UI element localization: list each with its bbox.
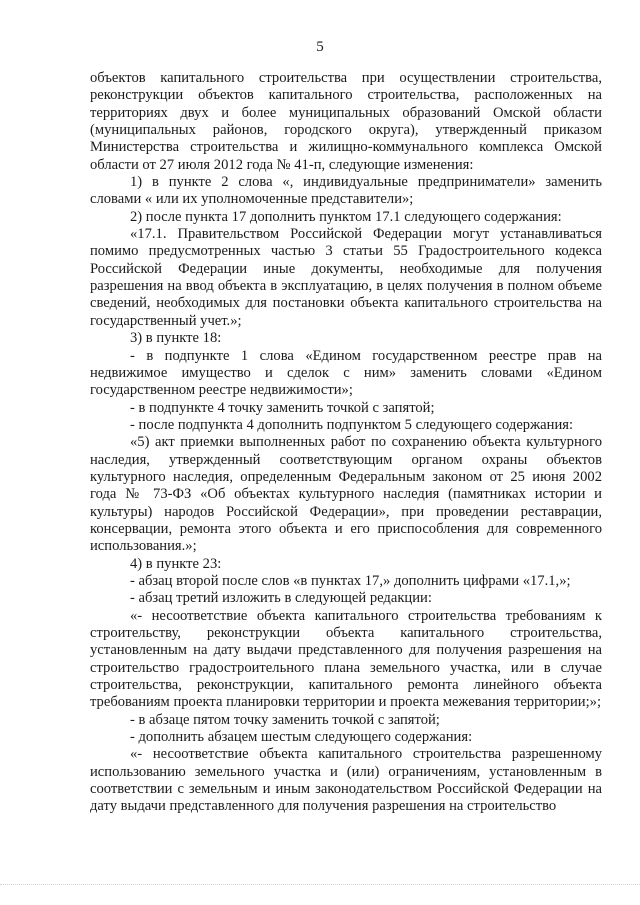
paragraph-15: - дополнить абзацем шестым следующего содержания: (130, 729, 473, 746)
paragraph-12: - абзац третий изложить в следующей редакции: (130, 590, 432, 607)
paragraph-16: «- несоответствие объекта капитального строительства разрешенному использованию земельного участка и (или) ограничениям, установленным в соответствии с земельным и иным законодательством Российской Федерации на дату выдачи представленного для получения разрешения на строительство (90, 746, 602, 815)
paragraph-14: - в абзаце пятом точку заменить точкой с запятой; (130, 711, 440, 728)
paragraph-7: - в подпункте 4 точку заменить точкой с запятой; (130, 399, 435, 416)
paragraph-1: объектов капитального строительства при осуществлении строительства, реконструкции объектов капитального строительства, расположенных на территориях двух и более муниципальных образований Омской области (муниципальных районов, городского округа), утвержденный приказом Министерства строительства и жилищно-коммунального комплекса Омской области от 27 июля 2012 года № 41-п, следующие изменения: (90, 70, 602, 173)
paragraph-2: 1) в пункте 2 слова «, индивидуальные предприниматели» заменить словами « или их уполномоченные представители»; (90, 174, 602, 208)
paragraph-6: - в подпункте 1 слова «Едином государственном реестре прав на недвижимое имущество и сделок с ним» заменить словами «Едином государственном реестре недвижимости»; (90, 347, 602, 399)
paragraph-10: 4) в пункте 23: (130, 555, 222, 572)
paragraph-9: «5) акт приемки выполненных работ по сохранению объекта культурного наследия, утвержденный соответствующим органом охраны объектов культурного наследия, определенным Федеральным законом от 25 июня 2002 года № 73-ФЗ «Об объектах культурного наследия (памятниках истории и культуры) народов Российской Федерации», при проведении реставрации, консервации, ремонта этого объекта и его приспособления для современного использования.»; (90, 434, 602, 555)
scan-edge-divider (0, 884, 640, 886)
paragraph-8: - после подпункта 4 дополнить подпунктом 5 следующего содержания: (130, 416, 574, 433)
paragraph-3: 2) после пункта 17 дополнить пунктом 17.1 следующего содержания: (130, 208, 562, 225)
paragraph-13: «- несоответствие объекта капитального строительства требованиям к строительству, реконструкции объекта капитального строительства, установленным на дату выдачи представленного для получения разрешения на строительство градостроительного плана земельного участка, или в случае строительства, реконструкции, капитального ремонта линейного объекта требованиям проекта планировки территории и проекта межевания территории;»; (90, 607, 602, 711)
document-body (90, 70, 602, 816)
paragraph-11: - абзац второй после слов «в пунктах 17,» дополнить цифрами «17.1,»; (130, 572, 571, 589)
paragraph-5: 3) в пункте 18: (130, 330, 222, 347)
page-number: 5 (316, 39, 324, 55)
paragraph-4: «17.1. Правительством Российской Федерации могут устанавливаться помимо предусмотренных частью 3 статьи 55 Градостроительного кодекса Российской Федерации иные документы, необходимые для получения разрешения на ввод объекта в эксплуатацию, в целях получения в полном объеме сведений, необходимых для постановки объекта капитального строительства на государственный учет.»; (90, 226, 602, 329)
